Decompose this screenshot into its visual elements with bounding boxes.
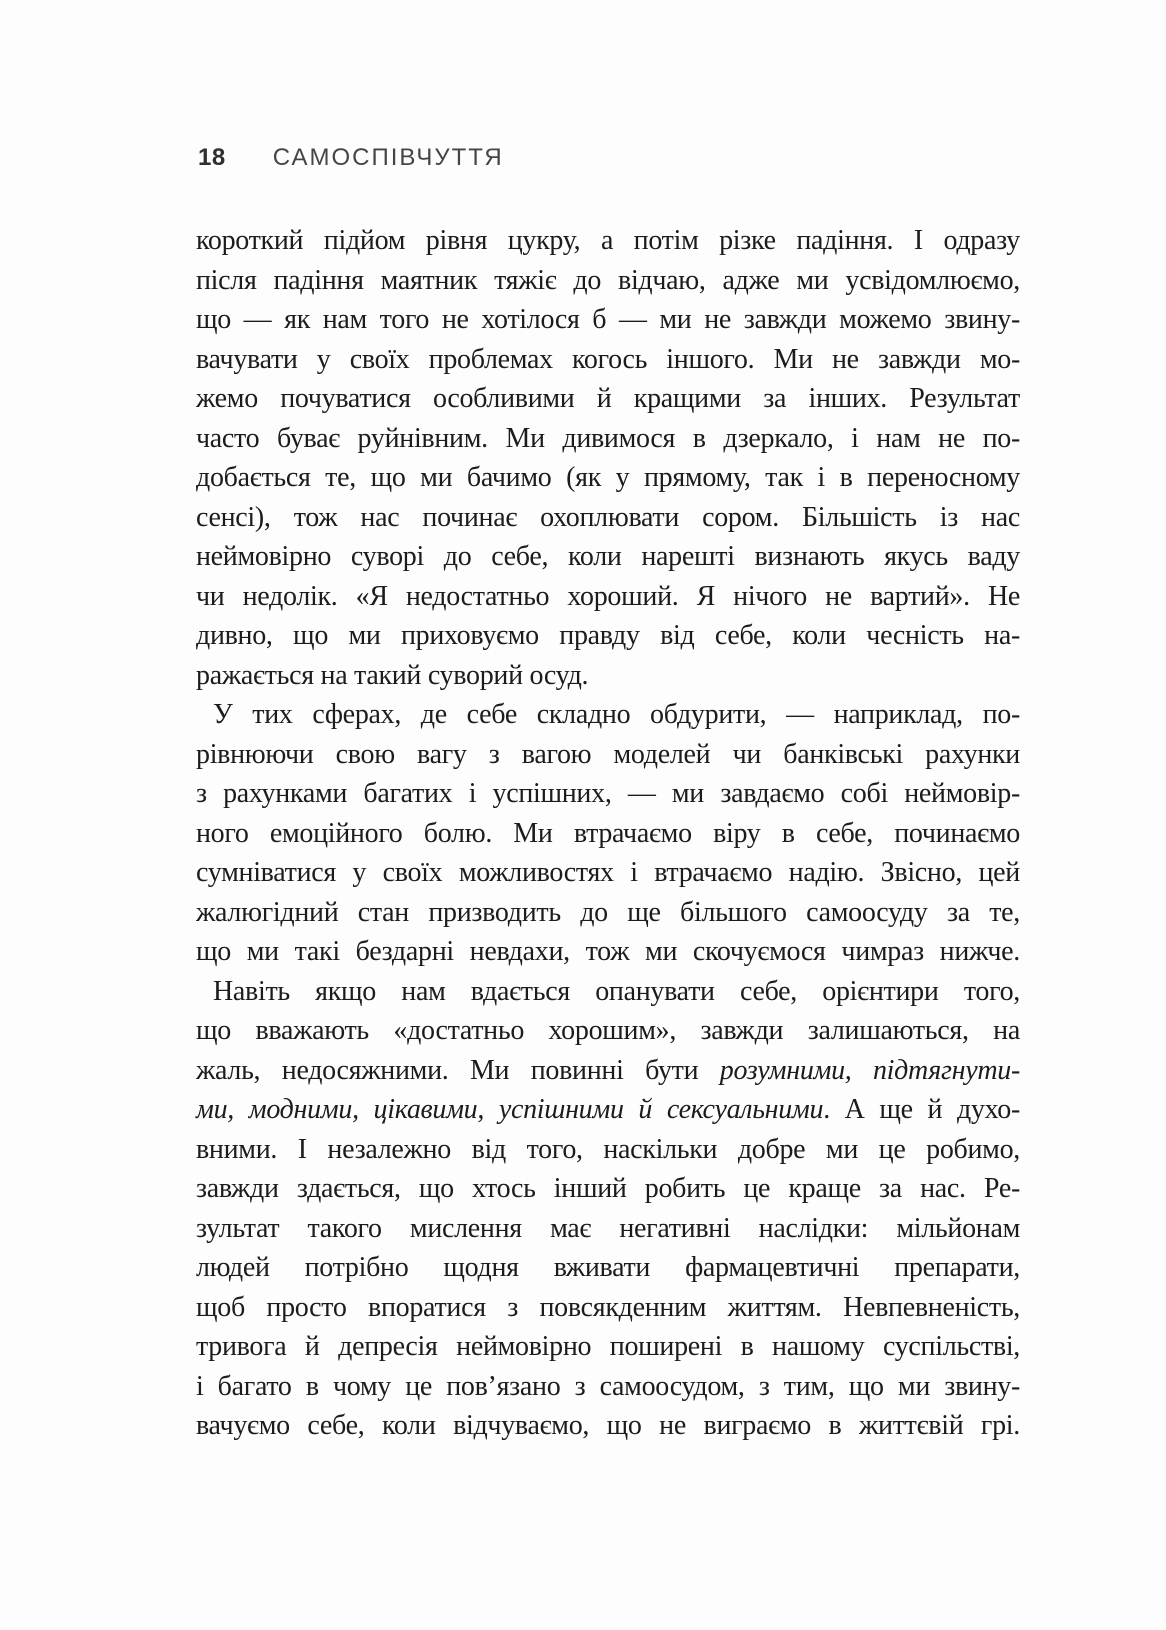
text-line [196,774,1020,814]
text-line [196,1169,1020,1209]
text-segment: добається те, що ми бачимо (як у прямому, так і в переносному [196,462,1020,493]
text-line [196,300,1020,340]
text-segment: що вважають «достатньо хорошим», завжди залишаються, на [196,1015,1020,1046]
text-line [196,537,1020,577]
text-line [196,1367,1020,1407]
text-line [196,458,1020,498]
text-line [196,1090,1020,1130]
text-segment: рівнюючи свою вагу з вагою моделей чи банківські рахунки [196,738,1020,770]
text-segment: жемо почуватися особливими й кращими за інших. Результат [196,383,1020,414]
text-line [196,498,1020,538]
text-segment: що ми такі бездарні невдахи, тож ми скочуємося чимраз нижче. [196,936,1020,967]
text-line [196,379,1020,419]
text-line [196,1406,1020,1446]
running-header [198,144,504,172]
text-line [196,1327,1020,1367]
text-segment: . А ще й духо- [823,1094,1020,1125]
text-segment-italic: розумними, підтягнути- [719,1054,1020,1086]
text-segment: часто буває руйнівним. Ми дивимося в дзеркало, і нам не по- [196,422,1020,454]
text-segment: вачуємо себе, коли відчуваємо, що не виграємо в життєвій грі. [196,1410,1020,1441]
text-line [196,893,1020,933]
text-segment: жаль, недосяжними. Ми повинні бути [196,1054,720,1086]
text-segment: завжди здається, що хтось інший робить це краще за нас. Ре- [196,1173,1020,1204]
text-segment: сенсі), тож нас починає охоплювати сором. Більшість із нас [196,501,1020,533]
text-line [196,695,1020,735]
text-line [196,932,1020,972]
text-line [196,1209,1020,1249]
text-segment: вачувати у своїх проблемах когось іншого. Ми не завжди мо- [196,343,1020,375]
text-segment: ражається на такий суворий осуд. [196,659,589,691]
text-line [196,1051,1020,1091]
text-segment: після падіння маятник тяжіє до відчаю, адже ми усвідомлюємо, [196,264,1020,296]
text-line [196,735,1020,775]
text-segment: вними. І незалежно від того, наскільки добре ми це робимо, [196,1133,1020,1165]
text-line [196,1011,1020,1051]
text-segment: Навіть якщо нам вдається опанувати себе, орієнтири того, [213,975,1020,1007]
text-segment: людей потрібно щодня вживати фармацевтичні препарати, [196,1252,1020,1283]
text-line [196,419,1020,459]
page-number: 18 [198,144,226,171]
text-segment: тривога й депресія неймовірно поширені в нашому суспільстві, [196,1331,1020,1362]
text-line [196,814,1020,854]
text-segment: з рахунками багатих і успішних, — ми завдаємо собі неймовір- [196,778,1020,809]
text-segment: дивно, що ми приховуємо правду від себе, коли чесність на- [196,620,1020,651]
text-line [196,221,1020,261]
body-text [196,221,1020,1446]
text-line [196,1248,1020,1288]
text-line [196,616,1020,656]
text-line [196,1288,1020,1328]
text-segment: жалюгідний стан призводить до ще більшого самоосуду за те, [196,896,1020,928]
text-segment: зультат такого мислення має негативні наслідки: мільйонам [196,1212,1020,1244]
text-line [196,1130,1020,1170]
text-segment: ного емоційного болю. Ми втрачаємо віру в себе, починаємо [196,817,1020,849]
text-line [196,853,1020,893]
text-segment: короткий підйом рівня цукру, а потім різке падіння. І одразу [196,225,1020,256]
text-line [196,340,1020,380]
text-line [196,261,1020,301]
text-segment-italic: ми, модними, цікавими, успішними й сексуальними [196,1094,824,1125]
text-segment: що — як нам того не хотілося б — ми не завжди можемо звину- [196,304,1020,335]
text-line [196,972,1020,1012]
text-segment: У тих сферах, де себе складно обдурити, — наприклад, по- [213,699,1020,730]
text-line [196,656,1020,696]
text-segment: і багато в чому це пов’язано з самоосудом, з тим, що ми звину- [196,1370,1020,1402]
text-segment: щоб просто впоратися з повсякденним життям. Невпевненість, [196,1291,1020,1323]
text-segment: чи недолік. «Я недостатньо хороший. Я нічого не вартий». Не [196,580,1020,612]
text-segment: сумніватися у своїх можливостях і втрачаємо надію. Звісно, цей [196,857,1020,888]
text-segment: неймовірно суворі до себе, коли нарешті визнають якусь ваду [196,541,1020,572]
text-line [196,577,1020,617]
chapter-title: САМОСПІВЧУТТЯ [272,144,504,171]
